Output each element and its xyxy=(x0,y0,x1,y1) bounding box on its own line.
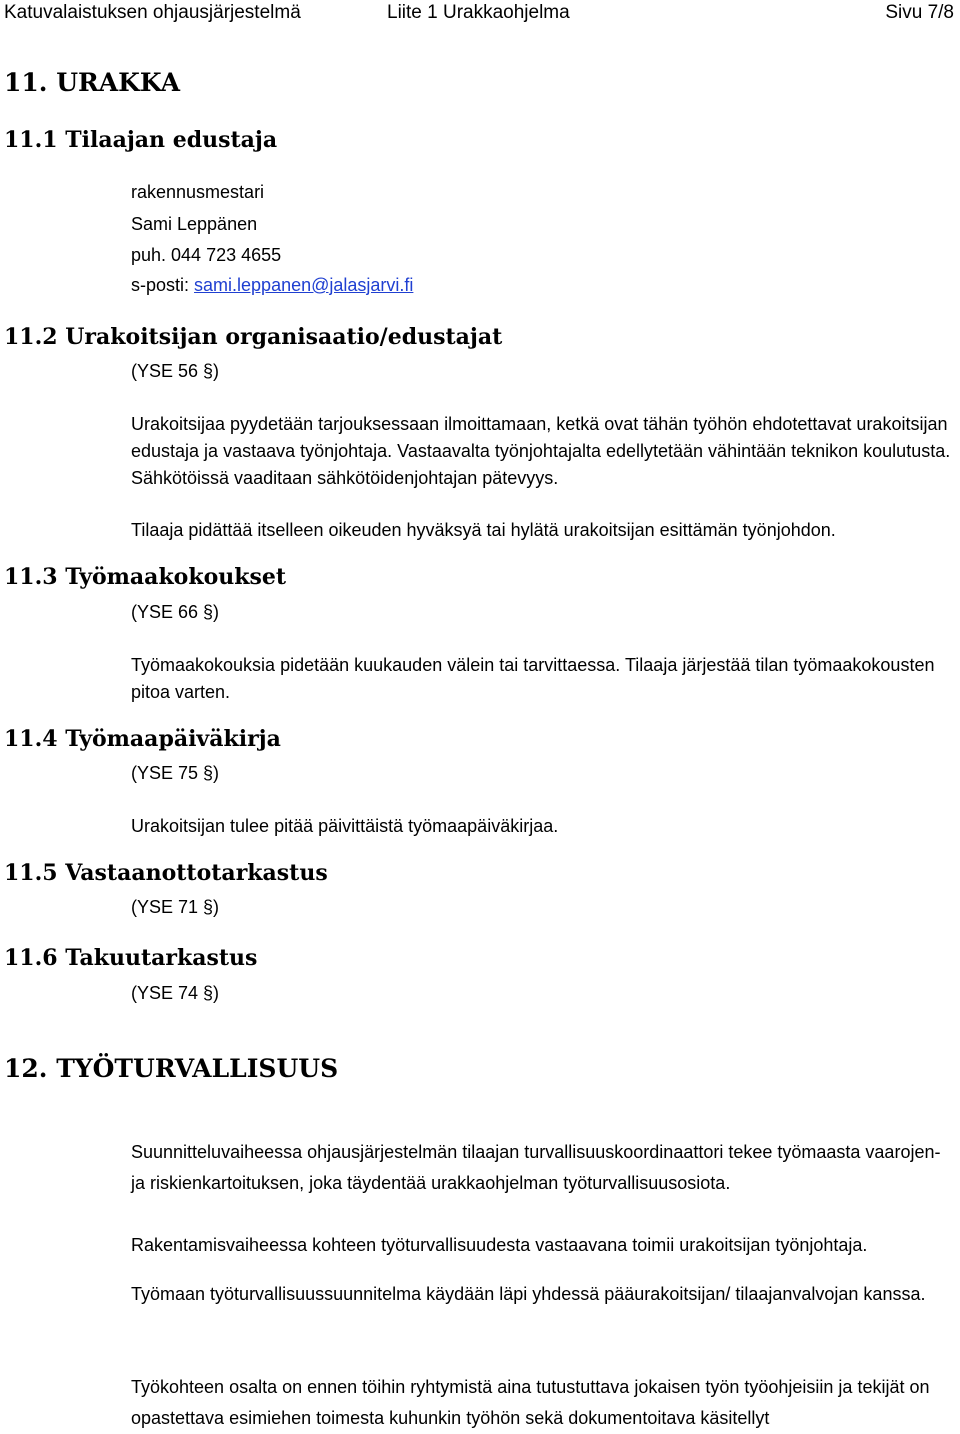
yse-reference: (YSE 71 §) xyxy=(131,897,220,917)
paragraph-risk-assessment: Suunnitteluvaiheessa ohjausjärjestelmän tilaajan turvallisuuskoordinaattori tekee työmaasta vaarojen- ja riskienkartoituksen, joka täydentää urakkaohjelman työturvallisuusosiota. xyxy=(131,1142,941,1193)
yse-reference: (YSE 75 §) xyxy=(131,763,220,783)
subsection-heading-11-1: 11.1 Tilaajan edustaja xyxy=(4,127,278,153)
paragraph-site-supervisor: Rakentamisvaiheessa kohteen työturvallisuudesta vastaavana toimii urakoitsijan työnjohtaja. xyxy=(131,1235,868,1255)
email-label: s-posti: xyxy=(131,275,195,295)
subsection-heading-11-4: 11.4 Työmaapäiväkirja xyxy=(4,726,281,752)
section-heading-12: 12. TYÖTURVALLISUUS xyxy=(4,1054,339,1083)
yse-reference: (YSE 74 §) xyxy=(131,983,220,1003)
paragraph-work-instructions: Työkohteen osalta on ennen töihin ryhtymistä aina tutustuttava jokaisen työn työohjeisiin ja tekijät on opastettava esimiehen toimesta kuhunkin työhön sekä dokumentoitava käsitellyt xyxy=(131,1377,930,1428)
header-appendix-title: Liite 1 Urakkaohjelma xyxy=(387,2,570,23)
paragraph-site-diary: Urakoitsijan tulee pitää päivittäistä työmaapäiväkirjaa. xyxy=(131,816,559,836)
subsection-heading-11-2: 11.2 Urakoitsijan organisaatio/edustajat xyxy=(4,324,503,350)
yse-reference: (YSE 66 §) xyxy=(131,602,220,622)
section-heading-11: 11. URAKKA xyxy=(4,68,181,97)
subsection-heading-11-3: 11.3 Työmaakokoukset xyxy=(4,564,287,590)
email-link[interactable]: sami.leppanen@jalasjarvi.fi xyxy=(194,275,414,295)
header-page-number: Sivu 7/8 xyxy=(885,2,954,23)
contact-email-line xyxy=(131,272,413,299)
paragraph-contractor-representatives: Urakoitsijaa pyydetään tarjouksessaan ilmoittamaan, ketkä ovat tähän työhön ehdotettavat urakoitsijan edustaja ja vastaava työnjohtaja. Vastaavalta työnjohtajalta edellytetään vähintään teknikon koulutusta. Sähkötöissä vaaditaan sähkötöidenjohtajan pätevyys. xyxy=(131,414,951,488)
paragraph-client-rights: Tilaaja pidättää itselleen oikeuden hyväksyä tai hylätä urakoitsijan esittämän työnjohdon. xyxy=(131,520,836,540)
contact-role: rakennusmestari xyxy=(131,182,265,202)
contact-phone: puh. 044 723 4655 xyxy=(131,245,282,265)
header-document-title: Katuvalaistuksen ohjausjärjestelmä xyxy=(4,2,301,23)
subsection-heading-11-6: 11.6 Takuutarkastus xyxy=(4,945,258,971)
paragraph-site-meetings: Työmaakokouksia pidetään kuukauden välein tai tarvittaessa. Tilaaja järjestää tilan työmaakokousten pitoa varten. xyxy=(131,655,935,702)
subsection-heading-11-5: 11.5 Vastaanottotarkastus xyxy=(4,860,328,886)
paragraph-safety-plan: Työmaan työturvallisuussuunnitelma käydään läpi yhdessä pääurakoitsijan/ tilaajanvalvojan kanssa. xyxy=(131,1284,926,1304)
contact-name: Sami Leppänen xyxy=(131,214,258,234)
yse-reference: (YSE 56 §) xyxy=(131,361,220,381)
